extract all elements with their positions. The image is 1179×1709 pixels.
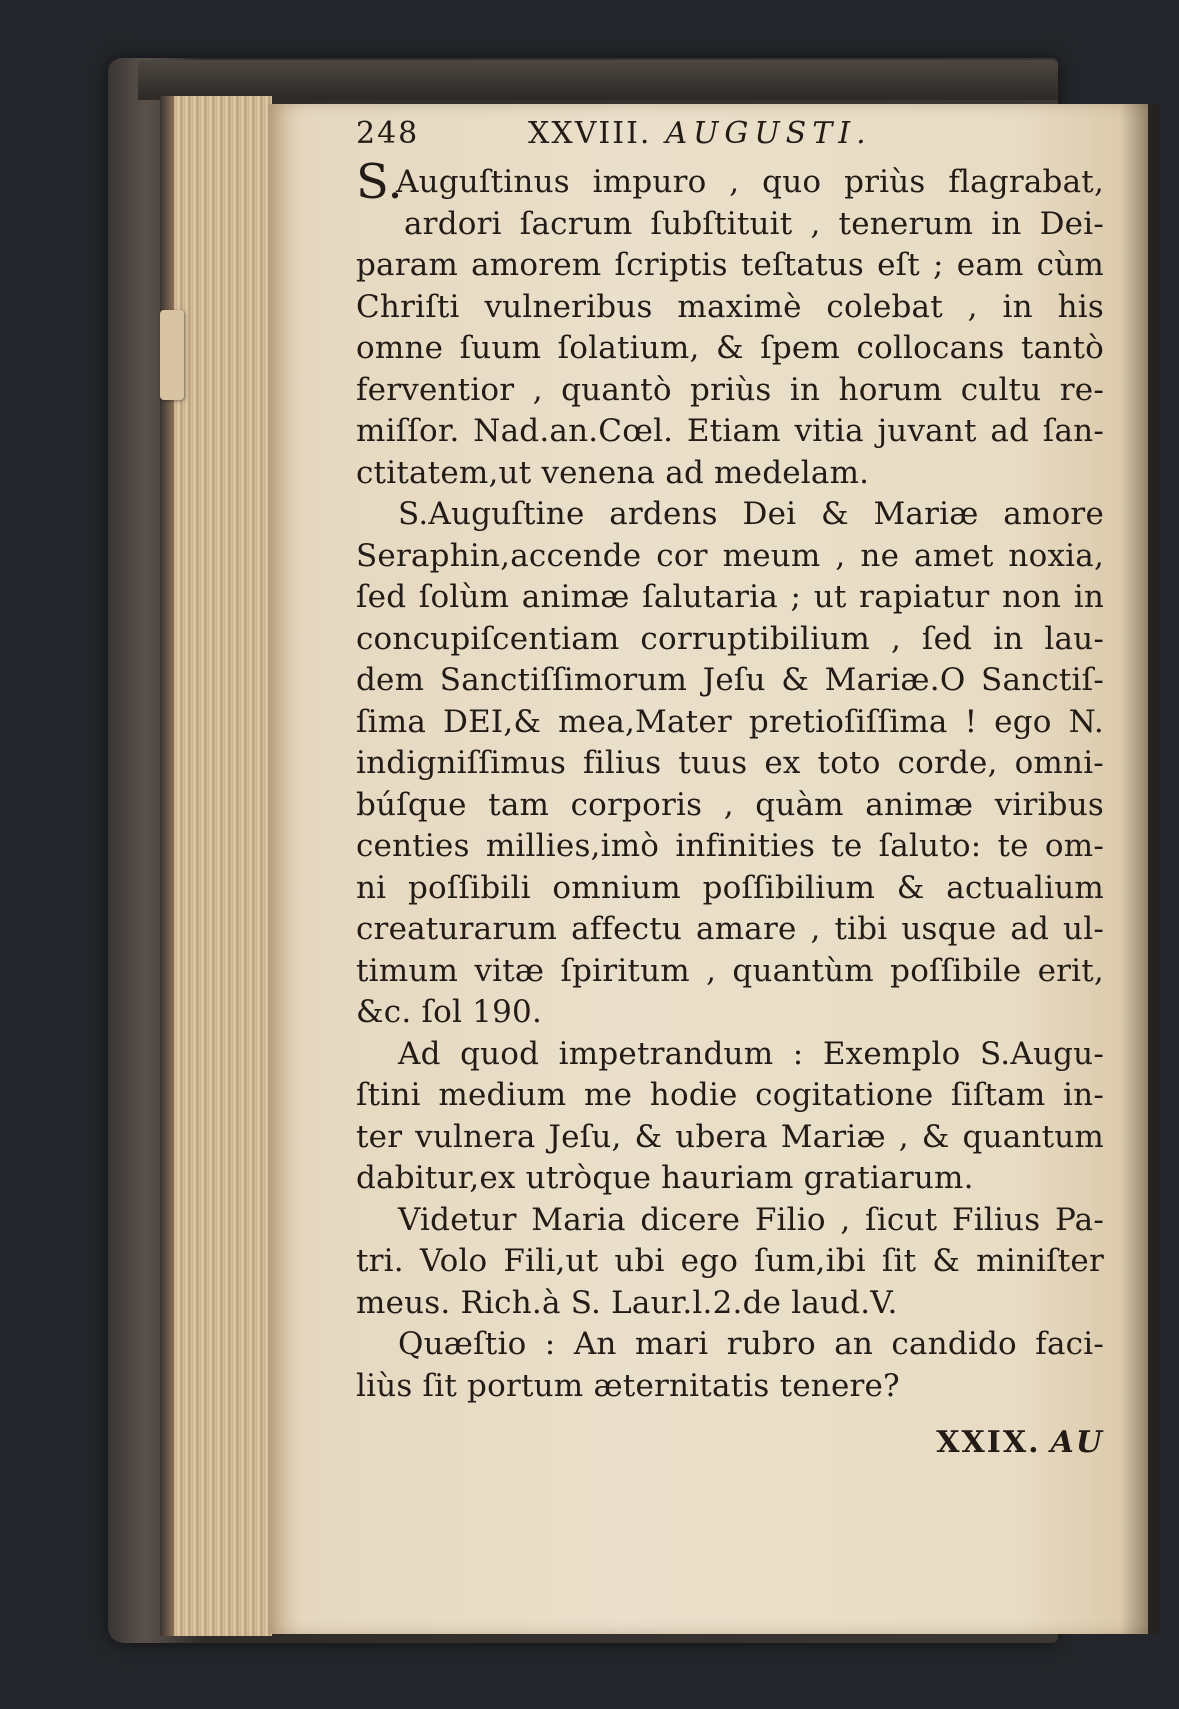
text-line: S.Auguſtine ardens Dei & Mariæ amore [398, 496, 1104, 532]
text-line: ardori ſacrum ſubſtituit , tenerum in Dei- [404, 205, 1104, 242]
page-gutter-shadow [1120, 104, 1160, 1634]
header-month: AUGUSTI. [665, 116, 872, 151]
text-line: param amorem ſcriptis teſtatus eſt ; eam cùm [356, 247, 1104, 283]
header-day: XXVIII. [528, 116, 652, 151]
catchword [356, 1425, 1104, 1460]
drop-letter: S. [356, 154, 403, 210]
text-line: ctitatem,ut venena ad medelam. [356, 454, 870, 491]
text-line: Seraphin,accende cor meum , ne amet noxia, [356, 537, 1104, 574]
text-line: centies millies,imò infinities te ſaluto: te om- [356, 828, 1104, 864]
catchword-numeral: XXIX. [936, 1425, 1041, 1460]
text-line: ni poſſibili omnium poſſibilium & actualium [356, 869, 1104, 906]
text-line: timum vitæ ſpiritum , quantùm poſſibile erit, [356, 952, 1104, 989]
text-line: concupiſcentiam corruptibilium , ſed in lau- [356, 620, 1104, 657]
text-line: ſtini medium me hodie cogitatione ſiſtam in- [356, 1077, 1104, 1113]
text-line: omne ſuum ſolatium, & ſpem collocans tantò [356, 330, 1104, 366]
text-block [356, 116, 1104, 1460]
text-line: Videtur Maria dicere Filio , ſicut Filius Pa- [398, 1201, 1104, 1238]
text-line: tri. Volo Fili,ut ubi ego ſum,ibi ſit & miniſter [356, 1243, 1104, 1279]
text-line: creaturarum affectu amare , tibi usque ad ul- [356, 911, 1104, 947]
text-line: ſed ſolùm animæ ſalutaria ; ut rapiatur non in [356, 579, 1104, 615]
page-number: 248 [356, 116, 420, 151]
cover-top-edge [138, 60, 1058, 100]
text-line: ferventior , quantò priùs in horum cultu re- [356, 371, 1104, 408]
page-tab [160, 310, 184, 400]
text-line: dabitur,ex utròque hauriam gratiarum. [356, 1160, 974, 1196]
running-header [356, 116, 1104, 162]
text-line: &c. ſol 190. [356, 994, 542, 1030]
text-line: liùs ſit portum æternitatis tenere? [356, 1367, 900, 1404]
text-line: meus. Rich.à S. Laur.l.2.de laud.V. [356, 1284, 898, 1321]
text-line: dem Sanctiſſimorum Jeſu & Mariæ.O Sanctiſ- [356, 662, 1104, 698]
text-line: búſque tam corporis , quàm animæ viribus [356, 786, 1104, 823]
text-line: Chriſti vulneribus maximè colebat , in his [356, 288, 1104, 325]
text-line: Quæſtio : An mari rubro an candido faci- [398, 1326, 1104, 1362]
text-line: indigniſſimus filius tuus ex toto corde, omni- [356, 745, 1104, 781]
text-line: miſſor. Nad.an.Cœl. Etiam vitia juvant ad ſan- [356, 413, 1104, 449]
line-text: Auguſtinus impuro , quo priùs flagrabat, [396, 164, 1104, 200]
text-line: Ad quod impetrandum : Exemplo S.Augu- [398, 1035, 1104, 1072]
text-line: ter vulnera Jeſu, & ubera Mariæ , & quantum [356, 1118, 1104, 1155]
catchword-word: AU [1050, 1425, 1104, 1460]
text-line [356, 154, 1104, 210]
text-line: ſima DEI,& mea,Mater pretioſiſſima ! ego N. [356, 703, 1104, 740]
